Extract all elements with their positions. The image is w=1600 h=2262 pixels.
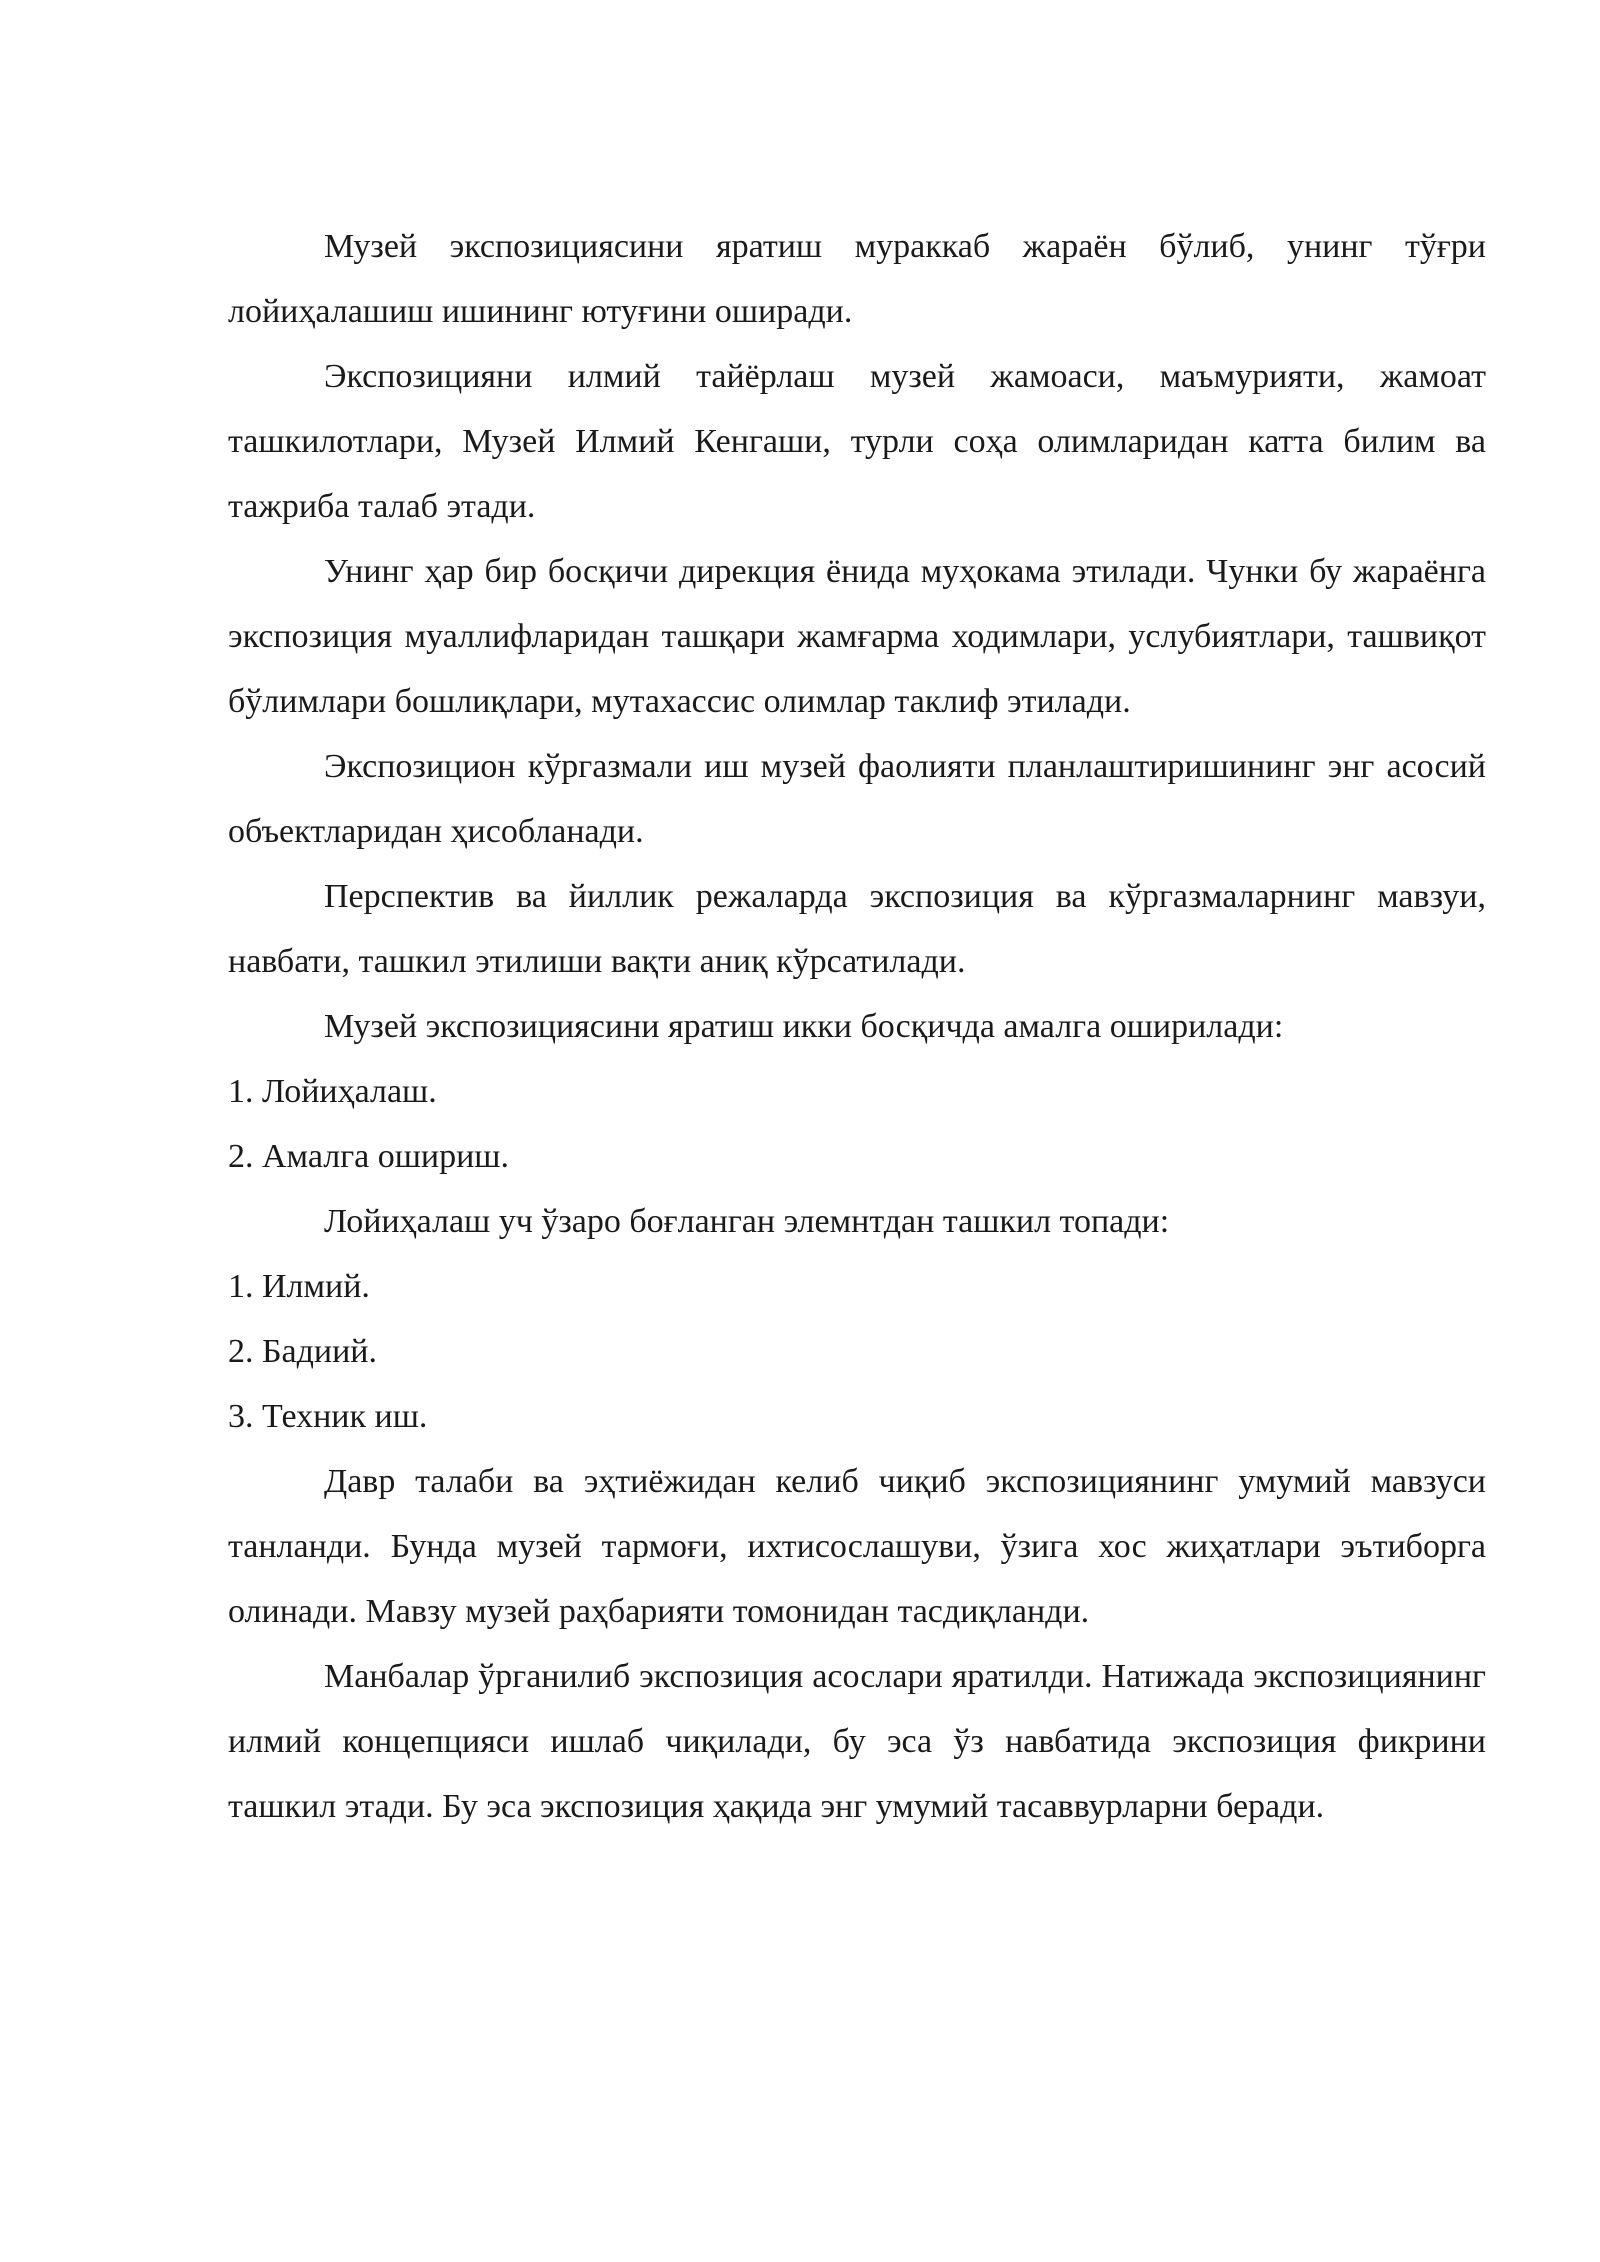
list-item: 3. Техник иш. [228,1398,428,1435]
paragraph: Музей экспозициясини яратиш мураккаб жараён бўлиб, унинг тўғри лойиҳалашиш ишининг ютуғини оширади. [228,228,1486,330]
document-body [228,214,1486,1839]
paragraph: Унинг ҳар бир босқичи дирекция ёнида муҳокама этилади. Чунки бу жараёнга экспозиция муаллифларидан ташқари жамғарма ходимлари, услубиятлари, ташвиқот бўлимлари бошлиқлари, мутахассис олимлар таклиф этилади. [228,553,1486,720]
list-item: 1. Лойиҳалаш. [228,1073,437,1110]
paragraph: Лойиҳалаш уч ўзаро боғланган элемнтдан ташкил топади: [324,1203,1170,1240]
list-item: 2. Амалга ошириш. [228,1138,509,1175]
paragraph: Перспектив ва йиллик режаларда экспозиция ва кўргазмаларнинг мавзуи, навбати, ташкил этилиши вақти аниқ кўрсатилади. [228,878,1486,980]
paragraph: Музей экспозициясини яратиш икки босқичда амалга оширилади: [324,1008,1284,1045]
paragraph: Экспозицияни илмий тайёрлаш музей жамоаси, маъмурияти, жамоат ташкилотлари, Музей Илмий Кенгаши, турли соҳа олимларидан катта билим ва тажриба талаб этади. [228,358,1486,525]
list-item: 2. Бадиий. [228,1333,377,1370]
list-item: 1. Илмий. [228,1268,370,1305]
paragraph: Давр талаби ва эҳтиёжидан келиб чиқиб экспозициянинг умумий мавзуси танланди. Бунда музей тармоғи, ихтисослашуви, ўзига хос жиҳатлари эътиборга олинади. Мавзу музей раҳбарияти томонидан тасдиқланди. [228,1463,1486,1630]
paragraph: Манбалар ўрганилиб экспозиция асослари яратилди. Натижада экспозициянинг илмий концепцияси ишлаб чиқилади, бу эса ўз навбатида экспозиция фикрини ташкил этади. Бу эса экспозиция ҳақида энг умумий тасаввурларни беради. [228,1658,1486,1825]
paragraph: Экспозицион кўргазмали иш музей фаолияти планлаштиришининг энг асосий объектларидан ҳисобланади. [228,748,1486,850]
